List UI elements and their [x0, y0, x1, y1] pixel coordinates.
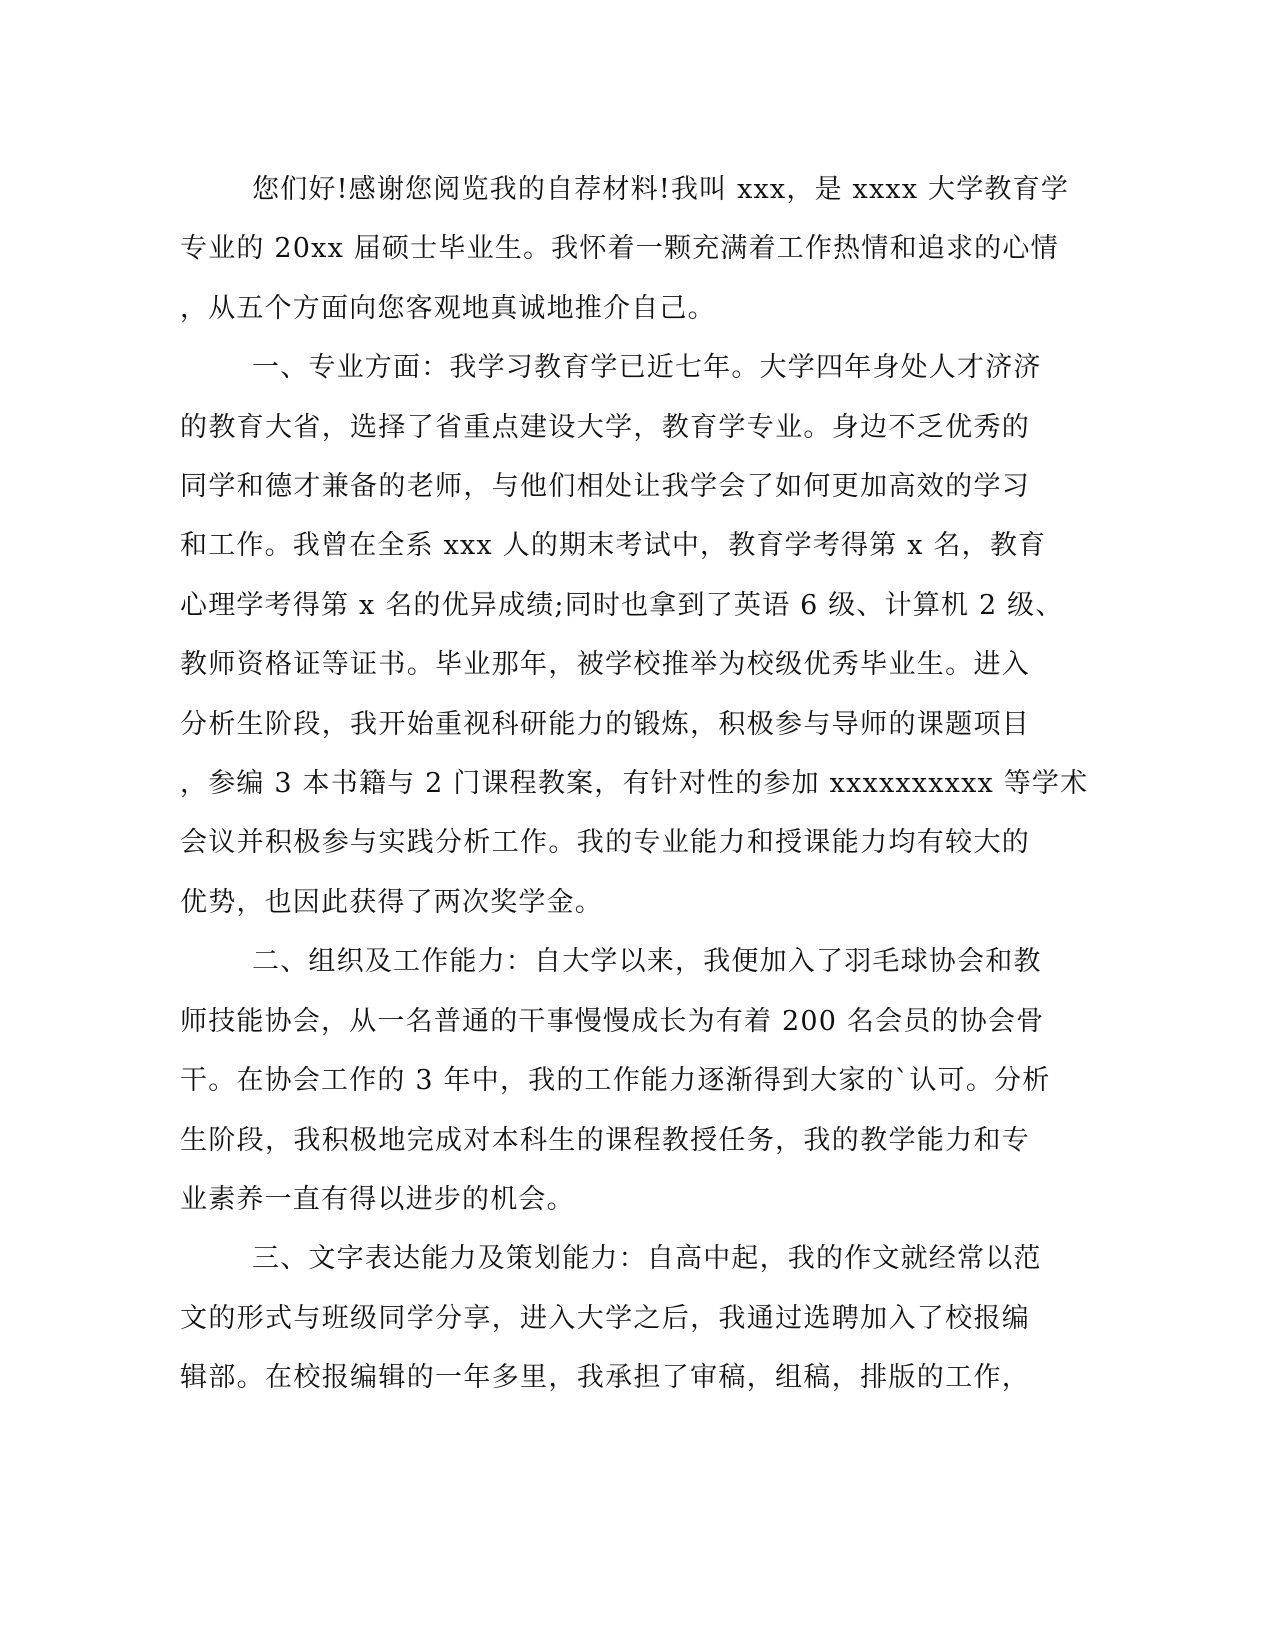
text-line: 一、专业方面：我学习教育学已近七年。大学四年身处人才济济: [252, 352, 1042, 384]
text-line: 干。在协会工作的 3 年中，我的工作能力逐渐得到大家的`认可。分析: [180, 1065, 1051, 1097]
text-line: 文的形式与班级同学分享，进入大学之后，我通过选聘加入了校报编: [180, 1302, 1030, 1334]
text-line: 您们好!感谢您阅览我的自荐材料!我叫 xxx，是 xxxx 大学教育学: [252, 174, 1070, 205]
text-line: 分析生阶段，我开始重视科研能力的锻炼，积极参与导师的课题项目: [180, 708, 1030, 740]
text-line: 优势，也因此获得了两次奖学金。: [180, 886, 603, 918]
text-line: 业素养一直有得以进步的机会。: [180, 1183, 575, 1215]
paragraph-writing: [180, 1229, 1042, 1407]
paragraph-professional: [180, 338, 1089, 932]
text-line: 的教育大省，选择了省重点建设大学，教育学专业。身边不乏优秀的: [180, 411, 1030, 443]
text-line: 同学和德才兼备的老师，与他们相处让我学会了如何更加高效的学习: [180, 471, 1030, 503]
paragraph-intro: [180, 160, 1070, 338]
paragraph-organization: [180, 932, 1051, 1229]
text-line: 会议并积极参与实践分析工作。我的专业能力和授课能力均有较大的: [180, 827, 1030, 859]
text-line: 生阶段，我积极地完成对本科生的课程教授任务，我的教学能力和专: [180, 1124, 1030, 1156]
text-line: 三、文字表达能力及策划能力：自高中起，我的作文就经常以范: [252, 1243, 1042, 1275]
text-line: ，从五个方面向您客观地真诚地推介自己。: [180, 292, 716, 324]
text-line: 辑部。在校报编辑的一年多里，我承担了审稿，组稿，排版的工作，: [180, 1362, 1030, 1394]
text-line: 专业的 20xx 届硕士毕业生。我怀着一颗充满着工作热情和追求的心情: [180, 233, 1059, 265]
body-text: [180, 160, 1089, 1408]
text-line: 教师资格证等证书。毕业那年，被学校推举为校级优秀毕业生。进入: [180, 649, 1030, 681]
text-line: 二、组织及工作能力：自大学以来，我便加入了羽毛球协会和教: [252, 946, 1042, 978]
text-line: 师技能协会，从一名普通的干事慢慢成长为有着 200 名会员的协会骨: [180, 1005, 1045, 1037]
text-line: 心理学考得第 x 名的优异成绩;同时也拿到了英语 6 级、计算机 2 级、: [180, 589, 1064, 621]
text-line: ，参编 3 本书籍与 2 门课程教案，有针对性的参加 xxxxxxxxxx 等学术: [180, 768, 1089, 800]
text-line: 和工作。我曾在全系 xxx 人的期末考试中，教育学考得第 x 名，教育: [180, 530, 1047, 562]
